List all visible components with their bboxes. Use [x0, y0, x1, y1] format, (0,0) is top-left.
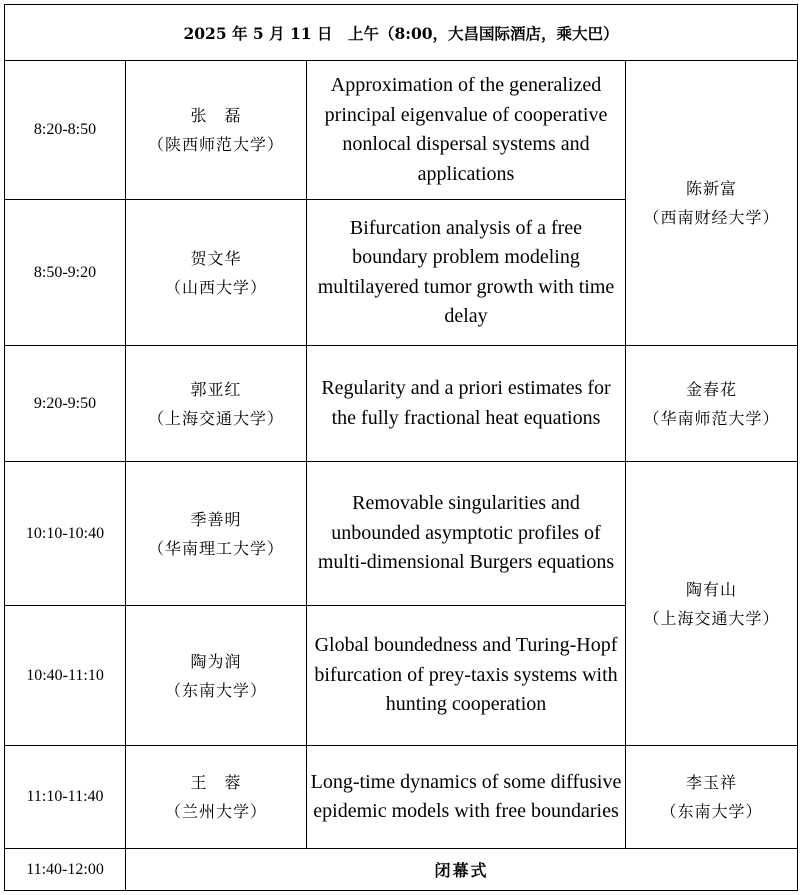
table-row [5, 61, 798, 200]
speaker [126, 746, 307, 849]
talk-title: Bifurcation analysis of a free boundary problem modeling multilayered tumor growth with time delay [307, 200, 626, 346]
speaker-name: 张 磊 [190, 106, 242, 125]
speaker-affiliation: （东南大学） [164, 680, 267, 700]
speaker [126, 200, 307, 346]
header-row [5, 5, 798, 61]
speaker [126, 61, 307, 200]
speaker-affiliation: （山西大学） [164, 277, 267, 297]
time-slot: 8:50-9:20 [5, 200, 126, 346]
speaker-affiliation: （陕西师范大学） [147, 135, 284, 154]
closing-row [5, 849, 798, 891]
speaker-name: 郭亚红 [190, 379, 242, 399]
time-slot: 10:40-11:10 [5, 606, 126, 746]
speaker-name: 王 蓉 [190, 773, 242, 792]
session-chair [626, 61, 798, 346]
speaker [126, 346, 307, 462]
session-chair [626, 462, 798, 746]
chair-affiliation: （上海交通大学） [643, 608, 780, 628]
talk-title: Approximation of the generalized principal eigenvalue of cooperative nonlocal dispersal systems and applications [307, 61, 626, 200]
table-row [5, 462, 798, 606]
speaker [126, 462, 307, 606]
speaker-name: 陶为润 [190, 651, 242, 671]
talk-title: Removable singularities and unbounded asymptotic profiles of multi-dimensional Burgers equations [307, 462, 626, 606]
closing-ceremony: 闭幕式 [126, 849, 798, 891]
session-chair [626, 346, 798, 462]
speaker-affiliation: （华南理工大学） [147, 538, 284, 558]
talk-title: Global boundedness and Turing-Hopf bifurcation of prey-taxis systems with hunting cooperation [307, 606, 626, 746]
chair-affiliation: （华南师范大学） [643, 408, 780, 428]
talk-title: Long-time dynamics of some diffusive epidemic models with free boundaries [307, 746, 626, 849]
talk-title: Regularity and a priori estimates for the fully fractional heat equations [307, 346, 626, 462]
chair-affiliation: （西南财经大学） [643, 208, 780, 227]
time-slot: 9:20-9:50 [5, 346, 126, 462]
speaker-affiliation: （兰州大学） [164, 802, 267, 821]
speaker [126, 606, 307, 746]
time-slot: 11:40-12:00 [5, 849, 126, 891]
chair-affiliation: （东南大学） [660, 802, 763, 821]
speaker-name: 贺文华 [190, 248, 242, 268]
chair-name: 李玉祥 [685, 773, 737, 792]
session-header: 2025 年 5 月 11 日 上午（8:00，大昌国际酒店，乘大巴） [5, 5, 798, 61]
chair-name: 金春花 [685, 379, 737, 399]
table-row [5, 746, 798, 849]
speaker-affiliation: （上海交通大学） [147, 408, 284, 428]
chair-name: 陶有山 [685, 579, 737, 599]
session-chair [626, 746, 798, 849]
time-slot: 10:10-10:40 [5, 462, 126, 606]
time-slot: 8:20-8:50 [5, 61, 126, 200]
schedule-table [4, 4, 798, 891]
chair-name: 陈新富 [685, 179, 737, 198]
time-slot: 11:10-11:40 [5, 746, 126, 849]
speaker-name: 季善明 [190, 509, 242, 529]
table-row [5, 346, 798, 462]
